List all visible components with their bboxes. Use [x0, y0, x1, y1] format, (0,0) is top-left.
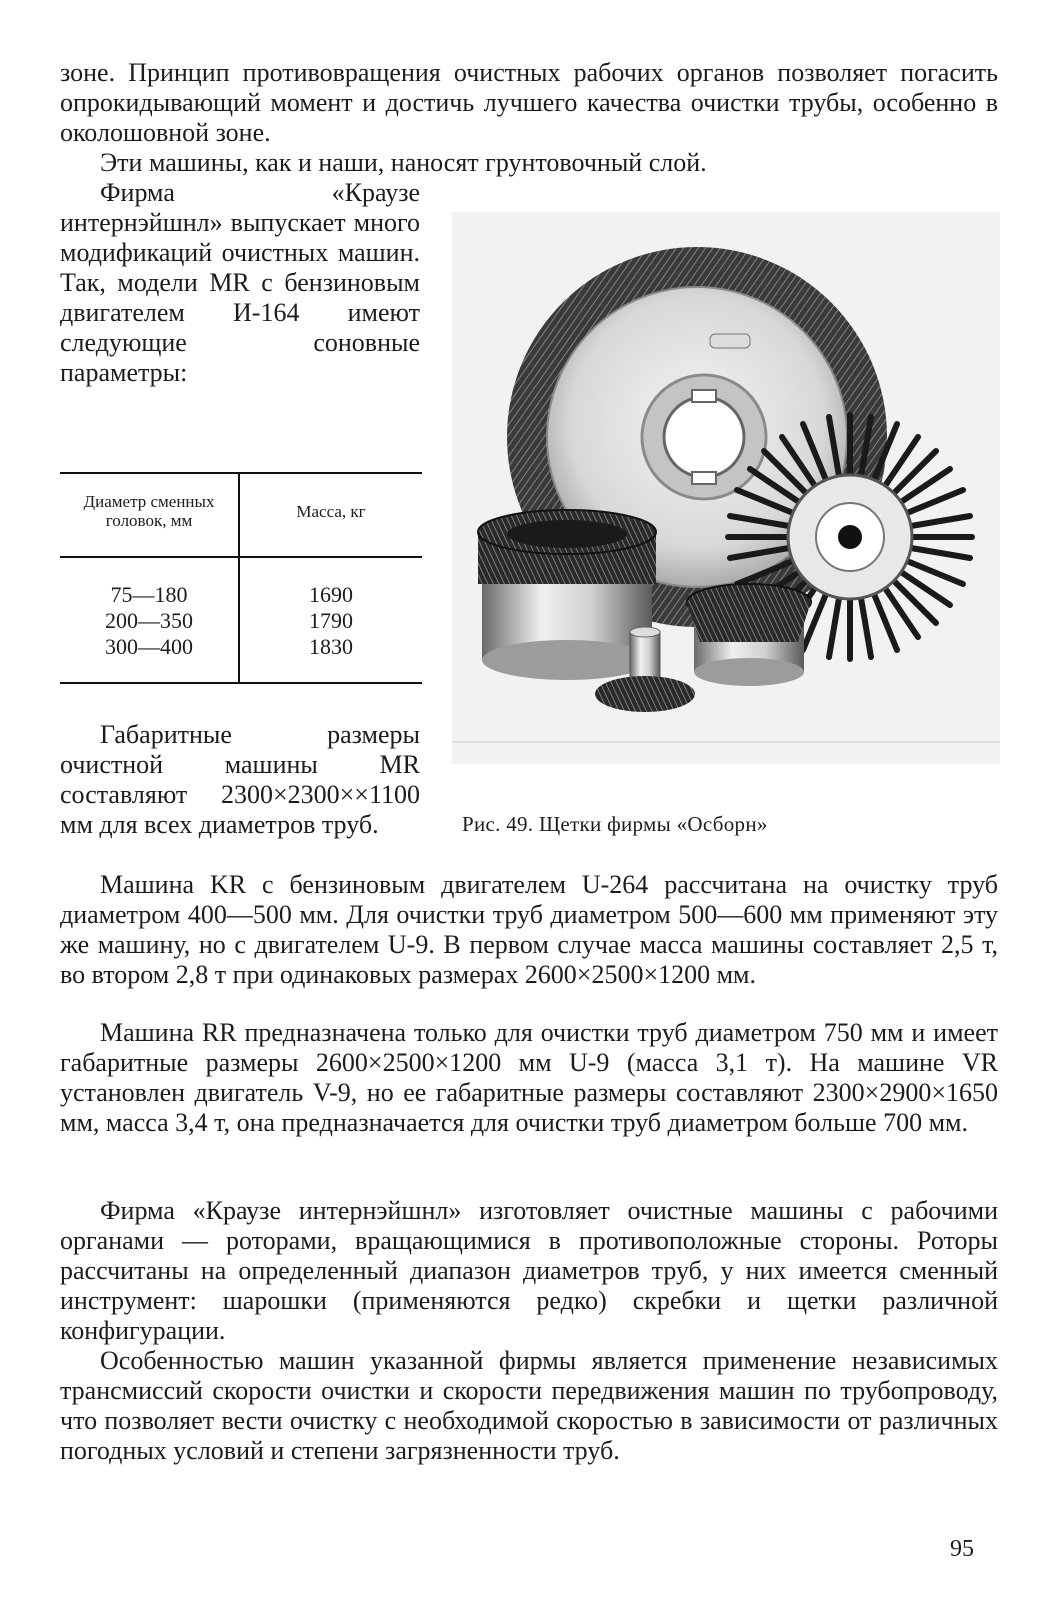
table-cell: 1690 — [239, 557, 422, 608]
paragraph-2: Эти машины, как и наши, наносят грунтовочный слой. — [100, 148, 707, 177]
paragraph-7: Фирма «Краузе интернэйшнл» изготовляет очистные машины с рабочими органами — роторами, вращающимися в противоположные стороны. Роторы рассчитаны на определенный диапазон диаметров труб, у них имеется сменный инструмент: шарошки (применяются редко) скребки и щетки различной конфигурации. — [60, 1196, 998, 1345]
table-cell: 200—350 — [105, 608, 193, 633]
table-cell: 75—180 — [110, 582, 188, 607]
page-number: 95 — [950, 1536, 974, 1562]
paragraph-4: Габаритные размеры очистной машины MR составляют 2300×2300××1100 мм для всех диаметров труб. — [60, 720, 420, 839]
paragraph-5: Машина KR с бензиновым двигателем U-264 рассчитана на очистку труб диаметром 400—500 мм. Для очистки труб диаметром 500—600 мм применяют эту же машину, но с двигателем U-9. В первом случае масса машины составляет 2,5 т, во втором 2,8 т при одинаковых размерах 2600×2500×1200 мм. — [60, 870, 998, 989]
paragraph-1: зоне. Принцип противовращения очистных рабочих органов позволяет погасить опрокидывающий момент и достичь лучшего качества очистки трубы, особенно в околошовной зоне. — [60, 58, 998, 147]
table-cell: 300—400 — [60, 634, 239, 683]
table-row — [60, 634, 422, 683]
paragraph-6: Машина RR предназначена только для очистки труб диаметром 750 мм и имеет габаритные размеры 2600×2500×1200 мм U-9 (масса 3,1 т). На машине VR установлен двигатель V-9, но ее габаритные размеры составляют 2300×2900×1650 мм, масса 3,4 т, она предназначается для очистки труб диаметром больше 700 мм. — [60, 1018, 998, 1137]
paragraph-3: Фирма «Краузе интернэйшнл» выпускает много модификаций очистных машин. Так, модели MR с бензиновым двигателем И-164 имеют следующие соновные параметры: — [60, 178, 420, 387]
parameters-table — [60, 472, 422, 684]
table-row — [60, 557, 422, 608]
table-row — [60, 608, 422, 634]
table-header-diameter: Диаметр сменных головок, мм — [60, 473, 239, 557]
table-cell: 1830 — [239, 634, 422, 683]
table-header-row — [60, 473, 422, 557]
brushes-photo — [452, 212, 1000, 764]
figure-caption: Рис. 49. Щетки фирмы «Осборн» — [462, 812, 768, 836]
table-header-mass: Масса, кг — [239, 473, 422, 557]
paragraph-8: Особенностью машин указанной фирмы является применение независимых трансмиссий скорости очистки и скорости передвижения машин по трубопроводу, что позволяет вести очистку с необходимой скоростью в зависимости от различных погодных условий и степени загрязненности труб. — [60, 1346, 998, 1465]
table-cell: 1790 — [239, 608, 422, 634]
